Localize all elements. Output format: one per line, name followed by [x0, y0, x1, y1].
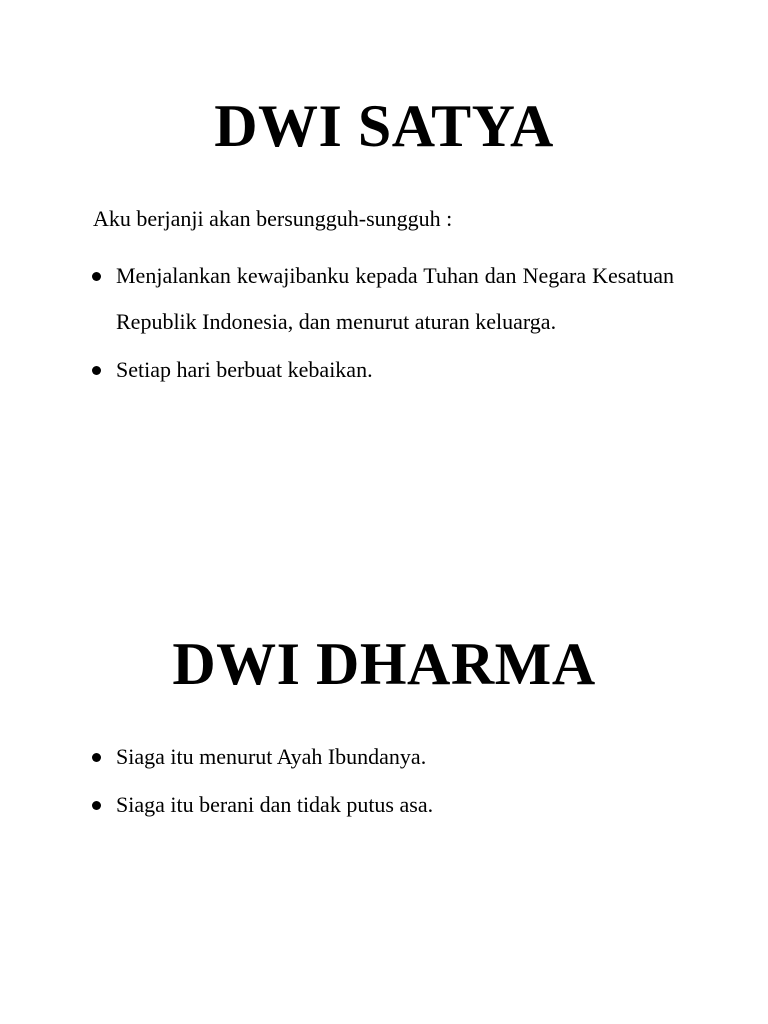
bullet-icon — [92, 366, 101, 375]
dwi-satya-intro: Aku berjanji akan bersungguh-sungguh : — [93, 206, 453, 231]
bullet-icon — [92, 753, 101, 762]
dwi-satya-list — [0, 253, 674, 393]
list-item — [0, 782, 674, 828]
dwi-dharma-title: DWI DHARMA — [172, 631, 596, 697]
list-item-text: Siaga itu berani dan tidak putus asa. — [116, 792, 434, 817]
list-item-text: Siaga itu menurut Ayah Ibundanya. — [116, 744, 427, 769]
bullet-icon — [92, 801, 101, 810]
bullet-icon — [92, 272, 101, 281]
dwi-satya-title: DWI SATYA — [214, 93, 554, 159]
list-item — [0, 347, 674, 393]
list-item-text: Menjalankan kewajibanku kepada Tuhan dan Negara Kesatuan Republik Indonesia, dan menurut aturan keluarga. — [116, 263, 674, 334]
dwi-dharma-list — [0, 734, 674, 828]
list-item — [0, 253, 674, 345]
list-item-text: Setiap hari berbuat kebaikan. — [116, 357, 373, 382]
list-item — [0, 734, 674, 780]
